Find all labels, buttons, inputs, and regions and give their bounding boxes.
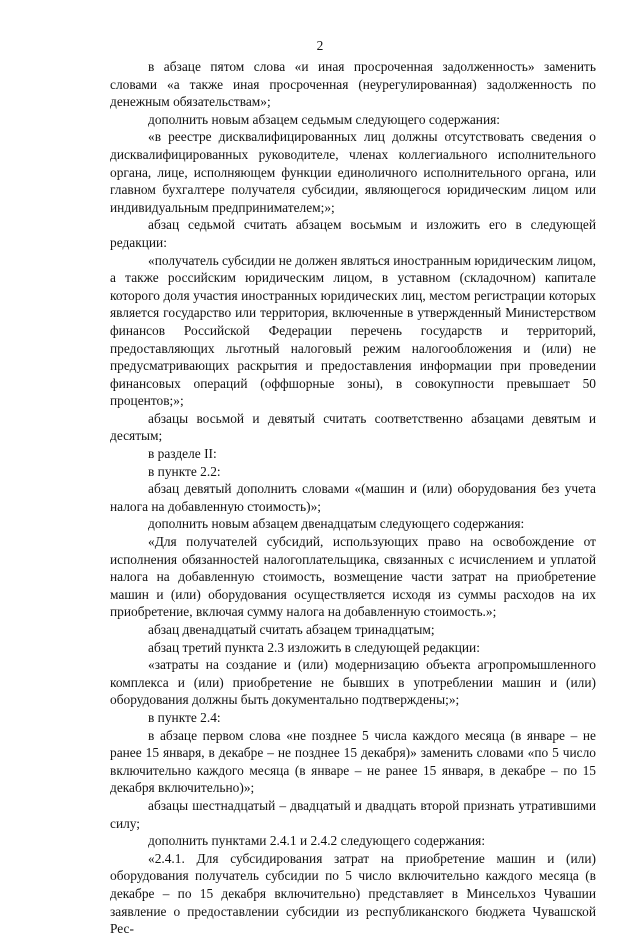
paragraph: дополнить пунктами 2.4.1 и 2.4.2 следующего содержания: bbox=[148, 833, 486, 849]
document-body bbox=[110, 58, 596, 938]
paragraph: в разделе II: bbox=[148, 446, 217, 462]
paragraph: в абзаце пятом слова «и иная просроченная задолженность» заменить словами «а также иная просроченная (неурегулированная) задолженность по денежным обязательствам»; bbox=[110, 59, 596, 110]
paragraph: «Для получателей субсидий, использующих право на освобождение от исполнения обязанностей налогоплательщика, связанных с исчислением и уплатой налога на добавленную стоимость, возмещение части затрат на приобретение машин и (или) оборудования осуществляется исходя из суммы расходов на их приобретение, включая сумму налога на добавленную стоимость.»; bbox=[110, 534, 596, 620]
page-number: 2 bbox=[316, 38, 324, 53]
paragraph: «получатель субсидии не должен являться иностранным юридическим лицом, а также российским юридическим лицом, в уставном (складочном) капитале которого доля участия иностранных юридических лиц, местом регистрации которых является государство или территория, включенные в утвержденный Министерством финансов Российской Федерации перечень государств и территорий, предоставляющих льготный налоговый режим налогообложения и (или) не предусматривающих раскрытия и предоставления информации при проведении финансовых операций (оффшорные зоны), в совокупности превышает 50 процентов;»; bbox=[110, 252, 596, 409]
paragraph: «затраты на создание и (или) модернизацию объекта агропромышленного комплекса и (или) приобретение не бывших в употреблении машин и (или) оборудования должны быть документально подтверждены;»; bbox=[110, 657, 596, 708]
paragraph: «в реестре дисквалифицированных лиц должны отсутствовать сведения о дисквалифицированных руководителе, членах коллегиального исполнительного органа, лице, исполняющем функции единоличного исполнительного органа, или главном бухгалтере получателя субсидии, являющегося юридическим лицом или индивидуальным предпринимателем;»; bbox=[110, 129, 596, 215]
paragraph: «2.4.1. Для субсидирования затрат на приобретение машин и (или) оборудования получатель субсидии по 5 число включительно каждого месяца (в декабре – по 15 декабря включительно) представляет в Минсельхоз Чувашии заявление о предоставлении субсидии из республиканского бюджета Чувашской Рес- bbox=[110, 850, 596, 937]
paragraph: абзац двенадцатый считать абзацем тринадцатым; bbox=[148, 622, 435, 637]
paragraph: абзацы шестнадцатый – двадцатый и двадцать второй признать утратившими силу; bbox=[110, 797, 596, 831]
paragraph: в абзаце первом слова «не позднее 5 числа каждого месяца (в январе – не ранее 15 января, в декабре – не позднее 15 декабря)» заменить словами «по 5 число включительно каждого месяца (в январе – не ранее 15 января, в декабре – по 15 декабря включительно)»; bbox=[110, 727, 596, 796]
paragraph: в пункте 2.4: bbox=[148, 709, 221, 725]
paragraph: дополнить новым абзацем двенадцатым следующего содержания: bbox=[148, 516, 525, 532]
paragraph: абзацы восьмой и девятый считать соответственно абзацами девятым и десятым; bbox=[110, 410, 596, 444]
paragraph: абзац третий пункта 2.3 изложить в следующей редакции: bbox=[148, 639, 480, 655]
paragraph: абзац девятый дополнить словами «(машин и (или) оборудования без учета налога на добавленную стоимость)»; bbox=[110, 481, 596, 514]
paragraph: дополнить новым абзацем седьмым следующего содержания: bbox=[148, 111, 500, 127]
paragraph: в пункте 2.2: bbox=[148, 463, 221, 479]
paragraph: абзац седьмой считать абзацем восьмым и изложить его в следующей редакции: bbox=[110, 217, 596, 250]
